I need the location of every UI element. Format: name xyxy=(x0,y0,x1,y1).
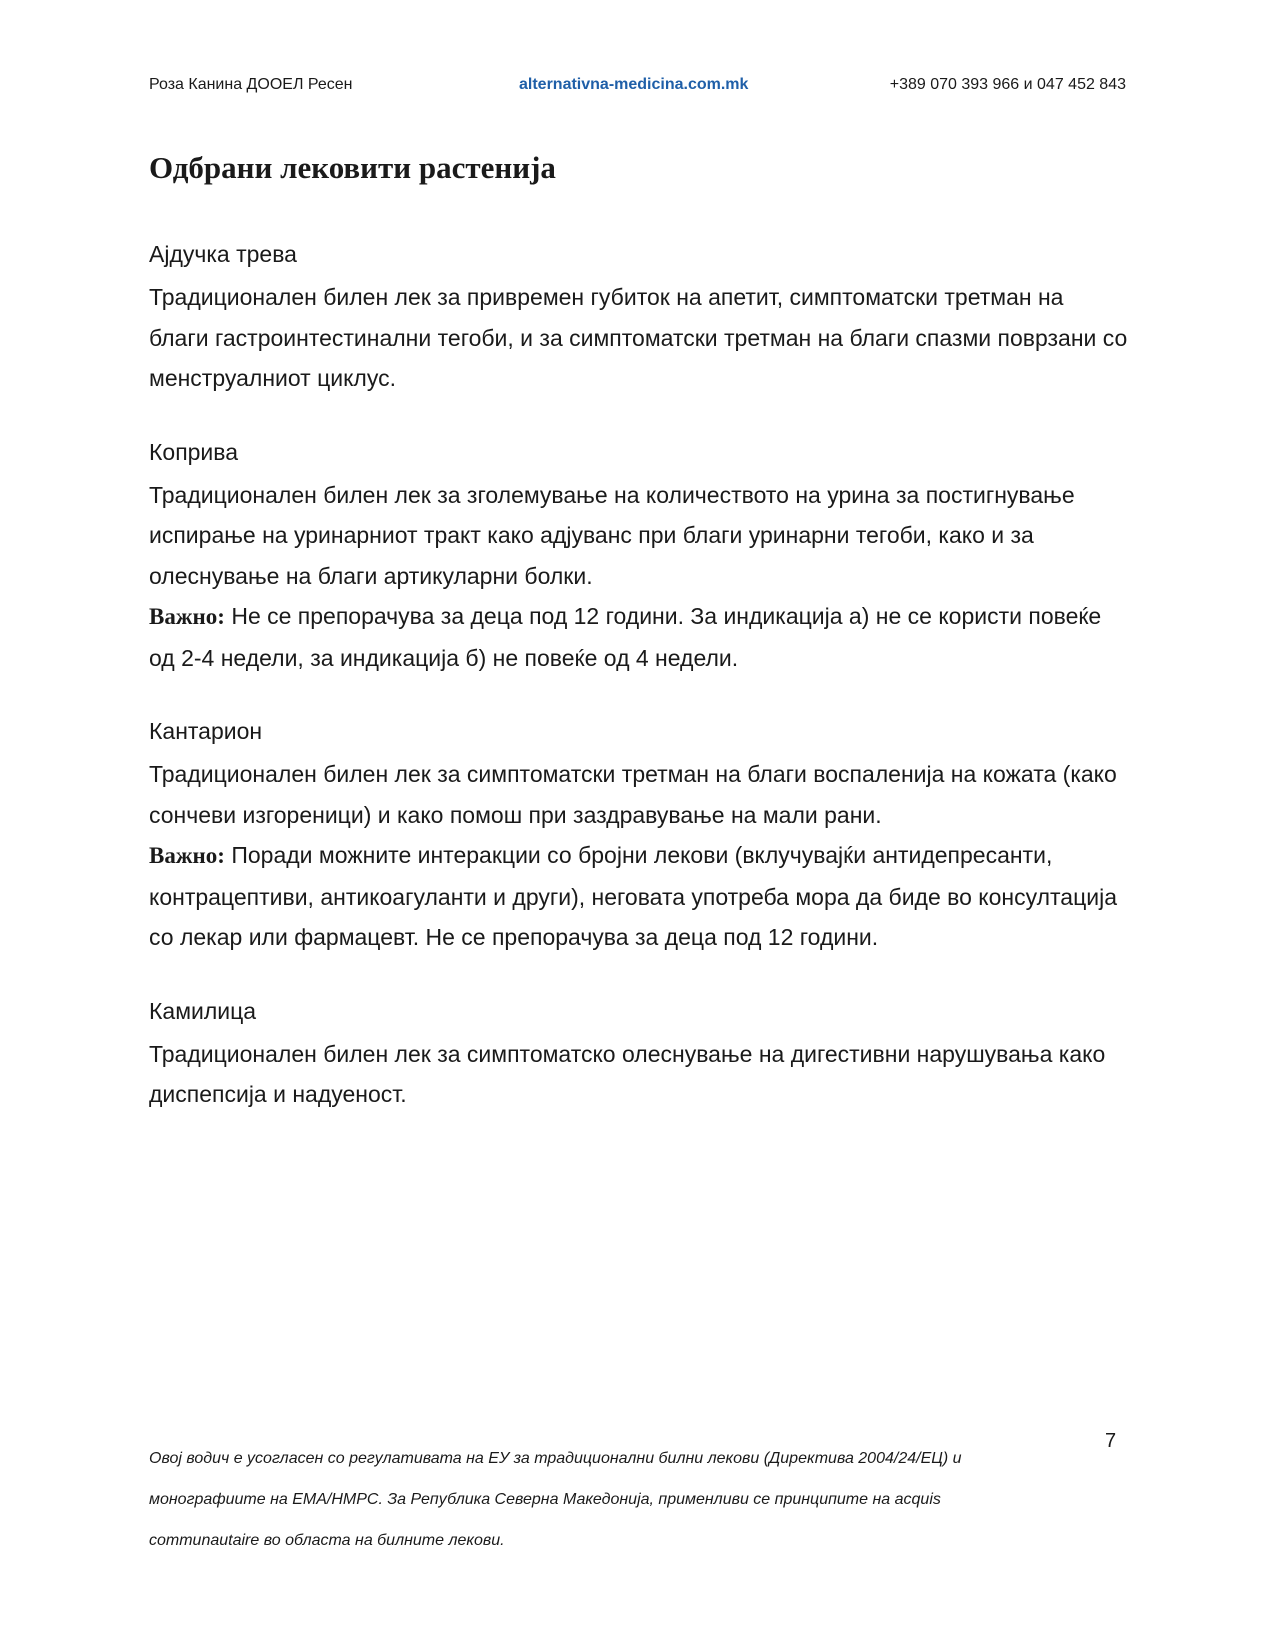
note-text: Поради можните интеракции со бројни лекови (вклучувајќи антидепресанти, контрацептиви, антикоагуланти и други), неговата употреба мора да биде во консултација со лекар или фармацевт. Не се препорачува за деца под 12 години. xyxy=(149,842,1117,950)
phone-numbers: +389 070 393 966 и 047 452 843 xyxy=(889,76,1126,93)
plant-section-kamilica xyxy=(149,994,1129,1115)
note-label: Важно: xyxy=(149,604,225,629)
company-name: Роза Канина ДООЕЛ Ресен xyxy=(149,76,353,93)
plant-description-text: Традиционален билен лек за привремен губиток на апетит, симптоматски третман на благи гастроинтестинални тегоби, и за симптоматски третман на благи спазми поврзани со менструалниот циклус. xyxy=(149,284,1128,391)
plant-name: Кантарион xyxy=(149,718,263,744)
plant-description xyxy=(149,1034,1129,1115)
plant-description-text: Традиционален билен лек за зголемување на количеството на урина за постигнување испирање на уринарниот тракт како адјуванс при благи уринарни тегоби, како и за олеснување на благи артикуларни болки. xyxy=(149,481,1075,589)
plant-name: Ајдучка трева xyxy=(149,241,297,267)
footer-disclaimer: Овој водич е усогласен со регулативата на ЕУ за традиционални билни лекови (Директива 2004/24/ЕЦ) и монографиите на ЕМА/HMPC. За Република Северна Македонија, применливи се принципите на acquis communautaire во областа на билните лекови. xyxy=(149,1450,962,1549)
plant-description-text: Традиционален билен лек за симптоматско олеснување на дигестивни нарушувања како диспепсија и надуеност. xyxy=(149,1040,1106,1107)
note-text: Не се препорачува за деца под 12 години. За индикација а) не се користи повеќе од 2-4 недели, за индикација б) не повеќе од 4 недели. xyxy=(149,603,1102,671)
website-link[interactable]: alternativna-medicina.com.mk xyxy=(519,76,749,93)
plant-description xyxy=(149,475,1129,679)
plant-section-kantarion xyxy=(149,714,1129,958)
plant-list xyxy=(149,237,1129,1151)
plant-section-ajducka-treva xyxy=(149,237,1129,399)
plant-name: Коприва xyxy=(149,438,239,465)
plant-description-text: Традиционален билен лек за симптоматски третман на благи воспаленија на кожата (како сончеви изгореници) и како помош при заздравување на мали рани. xyxy=(149,761,1117,828)
plant-description xyxy=(149,754,1129,958)
note-label: Важно: xyxy=(149,843,225,868)
plant-description xyxy=(149,277,1129,399)
page-header xyxy=(149,76,1126,100)
page-number: 7 xyxy=(1105,1430,1117,1452)
plant-name: Камилица xyxy=(149,997,257,1024)
plant-section-kopriva xyxy=(149,435,1129,679)
page-title: Одбрани лековити растенија xyxy=(149,150,556,185)
